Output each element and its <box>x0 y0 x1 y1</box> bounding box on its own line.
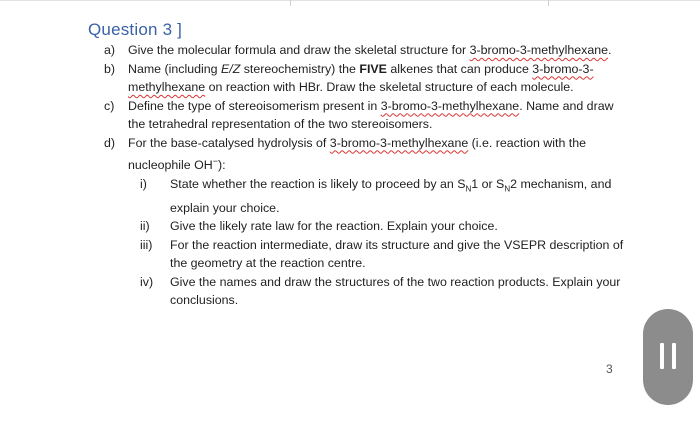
subitem-iii <box>140 236 624 273</box>
item-label: c) <box>104 98 115 113</box>
compound-name: 3-bromo-3-methylhexane <box>469 43 609 57</box>
subitem-text: Give the names and draw the structures of the two reaction products. Explain your conclusions. <box>170 274 621 308</box>
item-text: Give the molecular formula and draw the skeletal structure for 3-bromo-3-methylhexane. <box>128 43 612 57</box>
subitem-i <box>140 175 624 217</box>
subitem-iv <box>140 273 624 310</box>
item-b <box>104 60 624 97</box>
item-a <box>104 41 624 60</box>
top-rule <box>0 0 700 1</box>
compound-name: 3-bromo-3-methylhexane <box>380 98 520 113</box>
pause-button[interactable] <box>643 309 693 405</box>
subitem-text: Give the likely rate law for the reaction. Explain your choice. <box>170 219 498 234</box>
question-body <box>104 41 624 310</box>
item-label: d) <box>104 135 116 150</box>
ruler-tick <box>290 0 291 6</box>
item-text: Name (including E/Z stereochemistry) the FIVE alkenes that can produce 3-bromo-3-methylhexane on reaction with HBr. Draw the skeletal structure of each molecule. <box>128 61 594 94</box>
subitem-text: For the reaction intermediate, draw its structure and give the VSEPR description of the geometry at the reaction centre. <box>170 237 624 271</box>
item-label: a) <box>104 43 116 57</box>
item-c <box>104 97 624 134</box>
compound-name: 3-bromo-3-methylhexane <box>329 135 469 150</box>
subitem-label: ii) <box>140 219 150 234</box>
ruler-tick <box>548 0 549 6</box>
subitem-label: i) <box>140 176 147 191</box>
item-label: b) <box>104 61 116 76</box>
item-text: Define the type of stereoisomerism present in 3-bromo-3-methylhexane. Name and draw the tetrahedral representation of the two stereoisomers. <box>128 98 614 131</box>
subitem-label: iii) <box>140 237 153 252</box>
item-d <box>104 134 624 175</box>
compound-name: 3-bromo-3-methylhexane <box>128 61 594 94</box>
subitem-label: iv) <box>140 274 154 289</box>
subitem-ii <box>140 217 624 236</box>
subitem-text: State whether the reaction is likely to proceed by an $S_N1$ or $S_N2$ mechanism, and explain your choice. <box>170 176 612 215</box>
page-number: 3 <box>606 362 613 376</box>
question-title: Question 3 ] <box>88 20 183 39</box>
item-text: For the base-catalysed hydrolysis of 3-bromo-3-methylhexane (i.e. reaction with the nucleophile OH−): <box>128 135 586 173</box>
